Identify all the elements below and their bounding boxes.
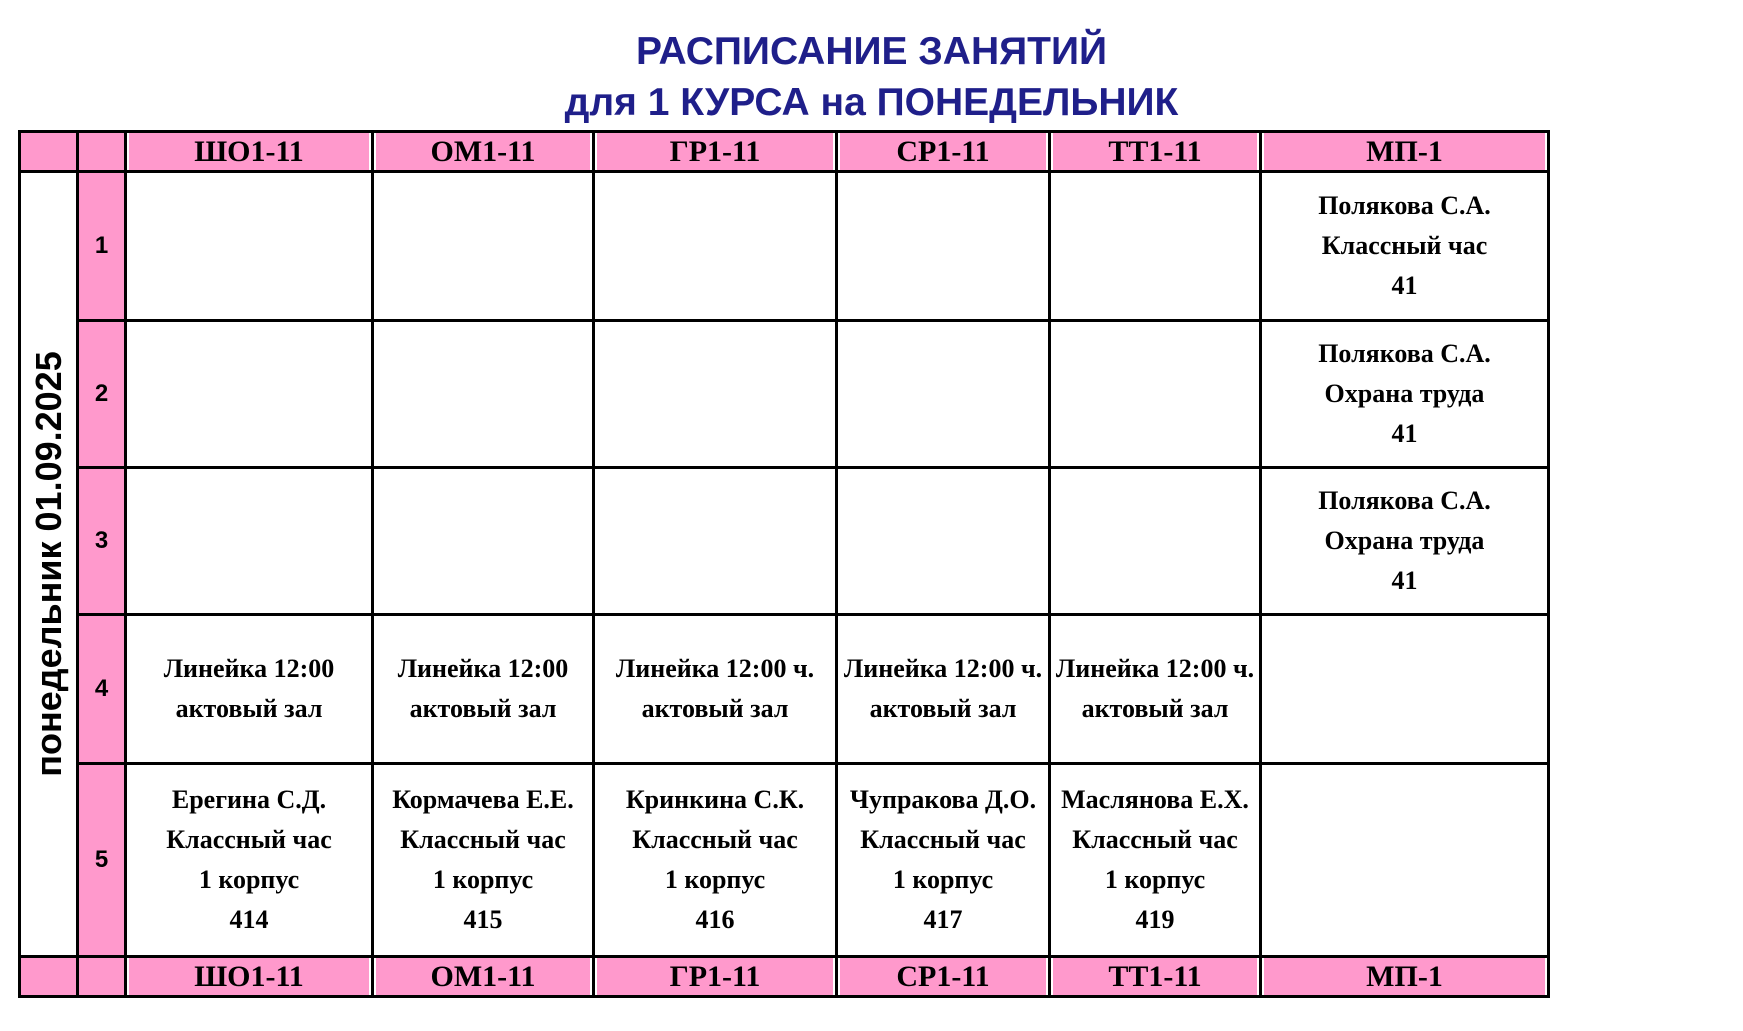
day-cell bbox=[20, 172, 78, 957]
lesson-row bbox=[20, 172, 1549, 321]
lesson-cell bbox=[837, 468, 1050, 615]
lesson-cell bbox=[1261, 615, 1549, 764]
room: 41 bbox=[1391, 419, 1418, 448]
schedule-title-line2: для 1 КУРСА на ПОНЕДЕЛЬНИК bbox=[564, 81, 1179, 124]
teacher-name: Полякова С.А. bbox=[1318, 339, 1491, 368]
event-place: актовый зал bbox=[641, 694, 789, 723]
header-corner bbox=[20, 132, 78, 172]
teacher-name: Маслянова Е.Х. bbox=[1061, 785, 1249, 814]
group-header: ТТ1-11 bbox=[1050, 132, 1261, 172]
subject: Классный час bbox=[1321, 231, 1488, 260]
event-name: Линейка 12:00 ч. bbox=[1055, 654, 1255, 683]
teacher-name: Чупракова Д.О. bbox=[849, 785, 1037, 814]
room: 41 bbox=[1391, 566, 1418, 595]
lesson-cell bbox=[594, 172, 837, 321]
lesson-number: 1 bbox=[78, 172, 126, 321]
group-header: СР1-11 bbox=[837, 957, 1050, 997]
lesson-number: 2 bbox=[78, 321, 126, 468]
subject: Классный час bbox=[400, 825, 566, 854]
lesson-cell bbox=[594, 321, 837, 468]
building: 1 корпус bbox=[892, 865, 994, 894]
group-header: ТТ1-11 bbox=[1050, 957, 1261, 997]
day-label: понедельник 01.09.2025 bbox=[27, 351, 69, 777]
event-place: актовый зал bbox=[869, 694, 1017, 723]
lesson-cell bbox=[126, 615, 373, 764]
header-row-top bbox=[20, 132, 1549, 172]
lesson-cell bbox=[373, 172, 594, 321]
lesson-number: 3 bbox=[78, 468, 126, 615]
lesson-cell bbox=[373, 321, 594, 468]
teacher-name: Кринкина С.К. bbox=[625, 785, 805, 814]
lesson-cell bbox=[126, 468, 373, 615]
group-header: ОМ1-11 bbox=[373, 957, 594, 997]
teacher-name: Полякова С.А. bbox=[1318, 191, 1491, 220]
event-place: актовый зал bbox=[409, 694, 557, 723]
subject: Классный час bbox=[1072, 825, 1238, 854]
lesson-number: 4 bbox=[78, 615, 126, 764]
group-header: ШО1-11 bbox=[126, 132, 373, 172]
lesson-row bbox=[20, 764, 1549, 957]
building: 1 корпус bbox=[432, 865, 534, 894]
room: 41 bbox=[1391, 271, 1418, 300]
lesson-cell bbox=[373, 615, 594, 764]
group-header: ГР1-11 bbox=[594, 132, 837, 172]
subject: Классный час bbox=[166, 825, 332, 854]
building: 1 корпус bbox=[1104, 865, 1206, 894]
lesson-cell bbox=[1261, 172, 1549, 321]
lesson-cell bbox=[837, 321, 1050, 468]
lesson-cell bbox=[1050, 172, 1261, 321]
lesson-cell bbox=[1050, 321, 1261, 468]
lesson-cell bbox=[126, 172, 373, 321]
group-header: СР1-11 bbox=[837, 132, 1050, 172]
group-header: МП-1 bbox=[1261, 957, 1549, 997]
lesson-cell bbox=[373, 764, 594, 957]
group-header: ОМ1-11 bbox=[373, 132, 594, 172]
lesson-cell bbox=[1261, 468, 1549, 615]
group-header: МП-1 bbox=[1261, 132, 1549, 172]
event-name: Линейка 12:00 bbox=[397, 654, 569, 683]
lesson-number: 5 bbox=[78, 764, 126, 957]
subject: Охрана труда bbox=[1324, 379, 1485, 408]
subject: Классный час bbox=[632, 825, 798, 854]
lesson-cell bbox=[594, 468, 837, 615]
teacher-name: Полякова С.А. bbox=[1318, 486, 1491, 515]
building: 1 корпус bbox=[664, 865, 766, 894]
schedule-title-line1: РАСПИСАНИЕ ЗАНЯТИЙ bbox=[635, 30, 1108, 73]
lesson-cell bbox=[1050, 468, 1261, 615]
event-place: актовый зал bbox=[1081, 694, 1229, 723]
lesson-cell bbox=[594, 615, 837, 764]
lesson-row bbox=[20, 468, 1549, 615]
room: 415 bbox=[463, 905, 503, 934]
lesson-row bbox=[20, 321, 1549, 468]
group-header: ШО1-11 bbox=[126, 957, 373, 997]
room: 419 bbox=[1135, 905, 1175, 934]
footer-num-corner bbox=[78, 957, 126, 997]
event-name: Линейка 12:00 ч. bbox=[615, 654, 815, 683]
header-row-bottom bbox=[20, 957, 1549, 997]
lesson-cell bbox=[373, 468, 594, 615]
lesson-row bbox=[20, 615, 1549, 764]
header-num-corner bbox=[78, 132, 126, 172]
lesson-cell bbox=[1050, 764, 1261, 957]
lesson-cell bbox=[837, 615, 1050, 764]
event-name: Линейка 12:00 bbox=[163, 654, 335, 683]
subject: Классный час bbox=[860, 825, 1026, 854]
event-name: Линейка 12:00 ч. bbox=[843, 654, 1043, 683]
schedule-table bbox=[18, 130, 1550, 998]
event-place: актовый зал bbox=[175, 694, 323, 723]
lesson-cell bbox=[1261, 764, 1549, 957]
building: 1 корпус bbox=[198, 865, 300, 894]
lesson-cell bbox=[594, 764, 837, 957]
lesson-cell bbox=[837, 764, 1050, 957]
footer-corner bbox=[20, 957, 78, 997]
lesson-cell bbox=[1050, 615, 1261, 764]
room: 414 bbox=[229, 905, 269, 934]
lesson-cell bbox=[1261, 321, 1549, 468]
subject: Охрана труда bbox=[1324, 526, 1485, 555]
teacher-name: Ерегина С.Д. bbox=[171, 785, 327, 814]
room: 416 bbox=[695, 905, 735, 934]
teacher-name: Кормачева Е.Е. bbox=[392, 785, 574, 814]
lesson-cell bbox=[126, 764, 373, 957]
lesson-cell bbox=[837, 172, 1050, 321]
lesson-cell bbox=[126, 321, 373, 468]
group-header: ГР1-11 bbox=[594, 957, 837, 997]
room: 417 bbox=[923, 905, 963, 934]
